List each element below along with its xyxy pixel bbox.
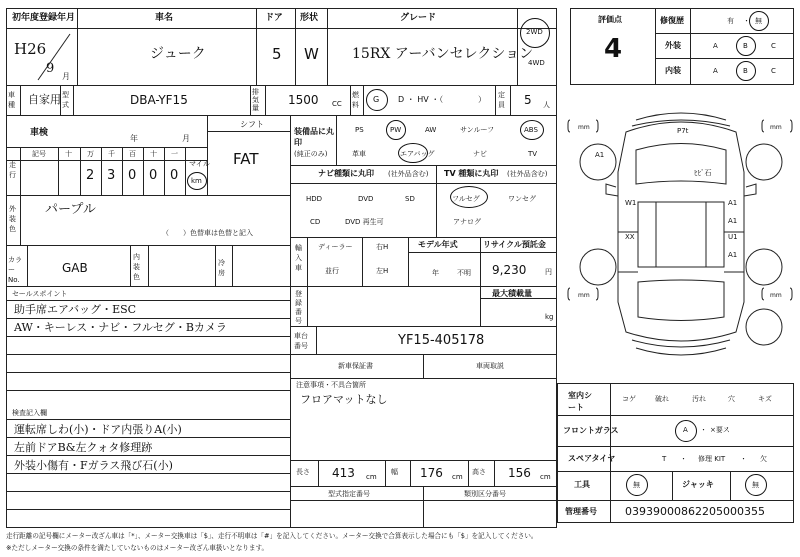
height-label: 高さ: [472, 468, 486, 476]
mileage-unit-2: 千: [108, 150, 115, 158]
abs-circle: [520, 120, 544, 140]
footer-line-1: 走行距離の記号欄にメーター改ざん車は「*」、メーター交換車は「$」、走行不明車は「#」を記入してください。メーター交換で合算表示した場合にも「$」を記入してください。: [6, 532, 538, 540]
repair-label: 修復歴: [660, 16, 684, 25]
load-label: 最大積載量: [492, 289, 532, 298]
mileage-digit-2: 3: [107, 168, 116, 183]
equip-sub: (純正のみ): [294, 150, 328, 158]
navi-sub: (社外品含む): [388, 170, 429, 178]
month-unit: 月: [62, 72, 70, 81]
use-value: 自家用: [28, 93, 61, 106]
load-kg: kg: [545, 313, 554, 321]
spare-sep1: ・: [680, 455, 687, 463]
tv-analog: アナログ: [453, 218, 481, 226]
navi-dvd: DVD: [358, 195, 374, 203]
ext-b: B: [743, 42, 748, 50]
equip-item-4: ABS: [524, 126, 538, 134]
jack-value: 無: [752, 481, 759, 489]
color-label: 外装色: [9, 205, 16, 233]
color-no-value: GAB: [62, 261, 88, 275]
int-label: 内装: [665, 66, 681, 75]
mileage-digit-4: 0: [149, 168, 158, 183]
height-unit: cm: [540, 473, 551, 481]
era-year: H26: [14, 40, 47, 58]
color-value: パープル: [45, 202, 96, 217]
color-no-label: カラーNo.: [8, 256, 22, 284]
drive-4wd: 4WD: [528, 59, 545, 67]
repair-no: 無: [755, 17, 762, 25]
import-lh: 左H: [376, 267, 389, 275]
ext-c: C: [771, 42, 776, 50]
body-shape: W: [304, 45, 319, 63]
navi-hdd: HDD: [306, 195, 323, 203]
warranty-manual: 車両取説: [476, 362, 504, 370]
chassis-value: YF15-405178: [398, 333, 485, 348]
jack-label: ジャッキ: [682, 480, 714, 489]
inspect-year: 年: [130, 134, 138, 143]
repaint-note: （ ）色替車は色替と記入: [162, 229, 253, 237]
seat-item-0: コゲ: [622, 395, 636, 403]
seat-item-4: キズ: [758, 395, 772, 403]
door-header: ドア: [265, 13, 283, 23]
use-label: 車種: [8, 91, 15, 109]
navi-sd: SD: [405, 195, 415, 203]
mark-a1-r2: A1: [728, 217, 738, 225]
notes-value: フロアマットなし: [300, 393, 388, 406]
mileage-code-label: 記号: [32, 150, 46, 158]
import-rh: 右H: [376, 243, 389, 251]
equip-item-2: AW: [425, 126, 437, 134]
navi-cd: CD: [310, 218, 321, 226]
shift-value: FAT: [233, 150, 259, 168]
mgmt-value: 03939000862205000355: [625, 505, 765, 518]
seat-label: 室内シート: [568, 391, 592, 412]
grade-value: 15RX アーバンセレクション: [352, 46, 534, 62]
recycle-value: 9,230: [492, 263, 527, 277]
model-year-unknown: 不明: [457, 269, 471, 277]
glass-label: フロントガラス: [563, 426, 619, 435]
type-no-b: 類別区分番号: [464, 490, 506, 498]
km-label: km: [191, 177, 202, 185]
equip-item-1: PW: [390, 126, 402, 134]
capacity-label: 定員: [498, 91, 505, 109]
drive-2wd: 2WD: [526, 28, 543, 36]
glass-sep: ・: [700, 426, 707, 434]
chassis-label: 車台番号: [294, 332, 308, 350]
fuel-gas: G: [373, 95, 380, 104]
car-name: ジューク: [150, 46, 206, 62]
name-header: 車名: [155, 13, 174, 23]
mileage-digit-5: 0: [170, 168, 179, 183]
width-value: 176: [420, 466, 443, 480]
mark-p7t: P7t: [677, 127, 689, 135]
mileage-unit-3: 百: [129, 150, 136, 158]
equip-item-3: サンルーフ: [460, 126, 495, 134]
seat-item-1: 破れ: [655, 395, 669, 403]
inspect-month: 月: [182, 134, 190, 143]
equip-item-0: PS: [355, 126, 364, 134]
spare-kit: 修理 KIT: [698, 455, 726, 463]
model-value: DBA-YF15: [130, 93, 188, 107]
mark-w1: W1: [625, 199, 637, 207]
width-label: 幅: [391, 468, 398, 476]
month-value: 9: [46, 61, 55, 76]
sales-line-1: 助手席エアバッグ・ESC: [14, 303, 137, 316]
seat-item-3: 穴: [728, 395, 735, 403]
interior-color-label: 内装色: [133, 253, 140, 281]
warranty-new: 新車保証書: [338, 362, 373, 370]
mileage-unit-5: 一: [171, 150, 178, 158]
equip-item2-2: ナビ: [473, 150, 487, 158]
tv-sub: (社外品含む): [507, 170, 548, 178]
glass-x: ×要ス: [710, 426, 730, 434]
mark-a1-front: A1: [595, 151, 605, 159]
navi-dvd-play: DVD 再生可: [345, 218, 384, 226]
repair-sep: ・: [743, 17, 750, 25]
recycle-label: リサイクル預託金: [483, 240, 546, 249]
shift-label: シフト: [240, 120, 264, 129]
mm-rr: mm: [770, 292, 782, 299]
tv-oneseg: ワンセグ: [508, 195, 536, 203]
sales-label: セールスポイント: [12, 290, 68, 298]
tv-fullseg: フルセグ: [452, 195, 480, 203]
capacity-value: 5: [524, 93, 532, 107]
import-parallel: 並行: [325, 267, 339, 275]
notes-label: 注意事項・不具合箇所: [296, 381, 366, 389]
mileage-label: 走行: [9, 161, 16, 179]
ext-label: 外装: [665, 41, 681, 50]
sales-line-2: AW・キーレス・ナビ・フルセグ・Bカメラ: [14, 321, 227, 334]
ext-b-circle: [736, 36, 756, 56]
check-line-2: 左前ドアB&左クォタ修理跡: [14, 441, 153, 454]
recycle-yen: 円: [545, 268, 552, 276]
mark-a1-r1: A1: [728, 199, 738, 207]
seat-item-2: 汚れ: [692, 395, 706, 403]
int-c: C: [771, 67, 776, 75]
tools-label: 工具: [574, 480, 590, 489]
int-b-circle: [736, 61, 756, 81]
fuel-label: 燃料: [352, 91, 359, 109]
length-value: 413: [332, 466, 355, 480]
equip-item2-1: エアバッグ: [400, 150, 435, 158]
mgmt-label: 管理番号: [565, 507, 597, 516]
height-value: 156: [508, 466, 531, 480]
check-label: 検査記入欄: [12, 409, 47, 417]
import-label: 輸入車: [295, 244, 302, 272]
mark-xx: XX: [625, 233, 635, 241]
check-line-1: 運転席しわ(小)・ドア内張りA(小): [14, 423, 182, 436]
door-count: 5: [272, 45, 282, 63]
length-label: 長さ: [296, 468, 310, 476]
score-value: 4: [604, 34, 623, 64]
equip-label: 装備品に丸印: [294, 127, 334, 147]
mark-u1: U1: [728, 233, 738, 241]
type-no-a: 型式指定番号: [328, 490, 370, 498]
capacity-unit: 人: [543, 101, 550, 109]
equip-item2-3: TV: [528, 150, 538, 158]
repair-yes: 有: [727, 17, 734, 25]
grade-header: グレード: [400, 13, 437, 23]
spare-sep2: ・: [740, 455, 747, 463]
model-label: 型式: [62, 91, 69, 109]
inspect-label: 車検: [30, 128, 49, 138]
year-header: 初年度登録年月: [12, 13, 76, 23]
mileage-digit-3: 0: [128, 168, 137, 183]
tv-label: TV 種類に丸印: [444, 169, 499, 178]
mileage-unit-4: 十: [150, 150, 157, 158]
mileage-unit-0: 十: [65, 150, 72, 158]
pw-circle: [386, 120, 406, 140]
tools-value: 無: [633, 481, 640, 489]
int-b: B: [743, 67, 748, 75]
mm-fl: mm: [578, 124, 590, 131]
airbag-circle: [398, 143, 428, 163]
shape-header: 形状: [300, 13, 319, 23]
int-a: A: [713, 67, 718, 75]
cc-label: 排気量: [252, 88, 259, 112]
footer-line-2: ※ただしメーター交換の条件を満たしていないものはメーター改ざん車扱いとなります。: [6, 544, 269, 552]
spare-label: スペアタイヤ: [568, 454, 616, 463]
score-label: 評価点: [598, 15, 622, 24]
spare-none: 欠: [760, 455, 767, 463]
spare-t: T: [662, 455, 667, 463]
reefer-label: 冷房: [218, 259, 225, 277]
fuel-options: D ・ HV ・（: [398, 95, 444, 104]
import-dealer: ディーラー: [318, 243, 353, 251]
mark-chip: ﾋﾋﾞ石: [694, 169, 712, 177]
cc-unit: CC: [332, 100, 342, 108]
model-year-unit: 年: [432, 269, 439, 277]
ext-a: A: [713, 42, 718, 50]
fuel-close: ）: [478, 95, 486, 104]
equip-item2-0: 革車: [352, 150, 366, 158]
width-unit: cm: [452, 473, 463, 481]
check-line-3: 外装小傷有・Fガラス飛び石(小): [14, 459, 173, 472]
fullseg-circle: [450, 186, 488, 208]
mm-rl: mm: [578, 292, 590, 299]
navi-label: ナビ種類に丸印: [318, 169, 374, 178]
reg-label: 登録番号: [295, 290, 302, 325]
mm-fr: mm: [770, 124, 782, 131]
length-unit: cm: [366, 473, 377, 481]
mileage-digit-1: 2: [86, 168, 95, 183]
glass-a: A: [683, 426, 688, 434]
model-year-label: モデル年式: [418, 240, 458, 249]
mile-label: マイル: [189, 160, 210, 168]
cc-value: 1500: [288, 93, 319, 107]
mark-a1-r3: A1: [728, 251, 738, 259]
mileage-unit-1: 万: [87, 150, 94, 158]
